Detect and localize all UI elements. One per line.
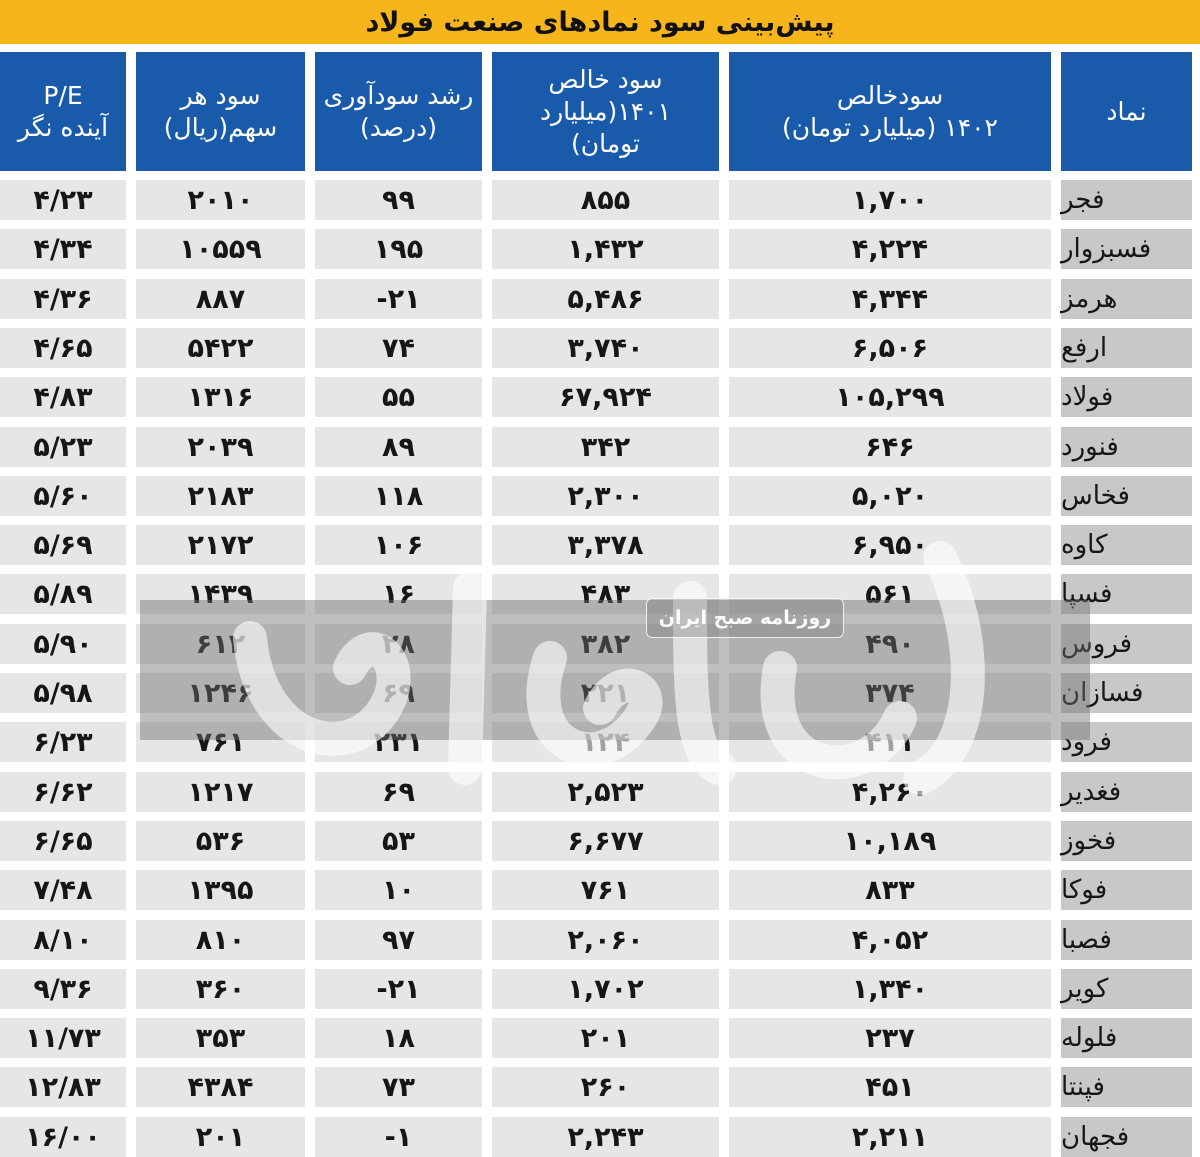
cell-eps: ۸۱۰ [136, 920, 305, 960]
cell-profit-1402: ۱۰۵,۲۹۹ [729, 377, 1051, 417]
cell-profit-1402: ۴,۲۶۰ [729, 772, 1051, 812]
cell-eps: ۸۸۷ [136, 279, 305, 319]
cell-profit-1401: ۲۲۱ [492, 673, 719, 713]
cell-profit-1402: ۴۱۱ [729, 722, 1051, 762]
cell-profit-1402: ۲,۲۱۱ [729, 1117, 1051, 1157]
cell-symbol: فسبزوار [1061, 229, 1192, 269]
cell-profit-1402: ۴,۳۴۴ [729, 279, 1051, 319]
cell-pe: ۵/۶۹ [0, 525, 126, 565]
cell-pe: ۴/۶۵ [0, 328, 126, 368]
cell-symbol: فخوز [1061, 821, 1192, 861]
cell-profit-1401: ۶,۶۷۷ [492, 821, 719, 861]
cell-symbol: فجهان [1061, 1117, 1192, 1157]
cell-pe: ۵/۹۰ [0, 624, 126, 664]
cell-symbol: فلوله [1061, 1018, 1192, 1058]
header-eps: سود هر سهم(ریال) [136, 52, 305, 171]
cell-growth: ۸۹ [315, 427, 482, 467]
cell-profit-1402: ۱,۳۴۰ [729, 969, 1051, 1009]
cell-pe: ۸/۱۰ [0, 920, 126, 960]
cell-symbol: فصبا [1061, 920, 1192, 960]
cell-symbol: فسازان [1061, 673, 1192, 713]
cell-profit-1401: ۲,۰۶۰ [492, 920, 719, 960]
cell-profit-1401: ۳۸۲ [492, 624, 719, 664]
cell-profit-1402: ۱۰,۱۸۹ [729, 821, 1051, 861]
cell-profit-1402: ۶۴۶ [729, 427, 1051, 467]
cell-profit-1401: ۲,۲۴۳ [492, 1117, 719, 1157]
cell-pe: ۵/۹۸ [0, 673, 126, 713]
cell-symbol: فنورد [1061, 427, 1192, 467]
cell-profit-1402: ۵,۰۲۰ [729, 476, 1051, 516]
cell-pe: ۴/۳۶ [0, 279, 126, 319]
cell-symbol: فوکا [1061, 870, 1192, 910]
cell-growth: -۲۱ [315, 279, 482, 319]
cell-growth: -۲۱ [315, 969, 482, 1009]
cell-profit-1401: ۱,۴۳۲ [492, 229, 719, 269]
cell-eps: ۱۳۱۶ [136, 377, 305, 417]
cell-eps: ۳۵۳ [136, 1018, 305, 1058]
cell-pe: ۶/۶۵ [0, 821, 126, 861]
cell-growth: ۷۴ [315, 328, 482, 368]
cell-profit-1401: ۲,۳۰۰ [492, 476, 719, 516]
cell-profit-1401: ۷۶۱ [492, 870, 719, 910]
cell-profit-1401: ۴۸۳ [492, 574, 719, 614]
cell-eps: ۳۶۰ [136, 969, 305, 1009]
cell-eps: ۵۴۲۲ [136, 328, 305, 368]
cell-pe: ۵/۲۳ [0, 427, 126, 467]
cell-profit-1401: ۱۲۴ [492, 722, 719, 762]
cell-eps: ۲۰۳۹ [136, 427, 305, 467]
cell-pe: ۹/۳۶ [0, 969, 126, 1009]
cell-pe: ۵/۶۰ [0, 476, 126, 516]
cell-pe: ۶/۶۲ [0, 772, 126, 812]
cell-pe: ۱۲/۸۳ [0, 1067, 126, 1107]
cell-eps: ۶۱۲ [136, 624, 305, 664]
cell-profit-1401: ۵,۴۸۶ [492, 279, 719, 319]
cell-profit-1401: ۲,۵۲۳ [492, 772, 719, 812]
cell-profit-1402: ۶,۵۰۶ [729, 328, 1051, 368]
cell-growth: ۶۹ [315, 673, 482, 713]
cell-symbol: فرود [1061, 722, 1192, 762]
cell-eps: ۱۳۹۵ [136, 870, 305, 910]
cell-eps: ۲۰۱ [136, 1117, 305, 1157]
cell-symbol: ارفع [1061, 328, 1192, 368]
cell-symbol: کویر [1061, 969, 1192, 1009]
cell-profit-1401: ۶۷,۹۲۴ [492, 377, 719, 417]
cell-profit-1401: ۲۰۱ [492, 1018, 719, 1058]
cell-eps: ۴۳۸۴ [136, 1067, 305, 1107]
cell-growth: ۹۹ [315, 180, 482, 220]
cell-pe: ۱۱/۷۳ [0, 1018, 126, 1058]
cell-growth: ۵۵ [315, 377, 482, 417]
cell-profit-1401: ۳۴۲ [492, 427, 719, 467]
header-profit-1402: سودخالص ۱۴۰۲ (میلیارد تومان) [729, 52, 1051, 171]
cell-growth: ۱۰ [315, 870, 482, 910]
cell-growth: ۱۰۶ [315, 525, 482, 565]
cell-pe: ۱۶/۰۰ [0, 1117, 126, 1157]
cell-eps: ۵۳۶ [136, 821, 305, 861]
cell-eps: ۱۴۳۹ [136, 574, 305, 614]
cell-symbol: فجر [1061, 180, 1192, 220]
cell-eps: ۱۲۱۷ [136, 772, 305, 812]
cell-profit-1401: ۱,۷۰۲ [492, 969, 719, 1009]
title-bar [0, 0, 1200, 44]
cell-pe: ۵/۸۹ [0, 574, 126, 614]
cell-symbol: کاوه [1061, 525, 1192, 565]
header-growth: رشد سودآوری (درصد) [315, 52, 482, 171]
cell-profit-1402: ۲۳۷ [729, 1018, 1051, 1058]
cell-growth: ۱۹۵ [315, 229, 482, 269]
cell-eps: ۱۲۴۶ [136, 673, 305, 713]
cell-profit-1401: ۸۵۵ [492, 180, 719, 220]
cell-eps: ۷۶۱ [136, 722, 305, 762]
watermark-caption: روزنامه صبح ایران [646, 598, 844, 638]
header-profit-1401: سود خالص ۱۴۰۱(میلیارد تومان) [492, 52, 719, 171]
cell-profit-1402: ۴,۲۲۴ [729, 229, 1051, 269]
cell-symbol: فپنتا [1061, 1067, 1192, 1107]
cell-pe: ۴/۸۳ [0, 377, 126, 417]
cell-profit-1402: ۴۵۱ [729, 1067, 1051, 1107]
cell-profit-1402: ۸۳۳ [729, 870, 1051, 910]
cell-profit-1402: ۱,۷۰۰ [729, 180, 1051, 220]
cell-eps: ۲۰۱۰ [136, 180, 305, 220]
cell-symbol: فولاد [1061, 377, 1192, 417]
cell-profit-1402: ۴۹۰ [729, 624, 1051, 664]
header-symbol: نماد [1061, 52, 1192, 171]
cell-symbol: هرمز [1061, 279, 1192, 319]
cell-growth: -۱ [315, 1117, 482, 1157]
watermark-band [140, 600, 1090, 740]
cell-profit-1401: ۳,۷۴۰ [492, 328, 719, 368]
cell-eps: ۲۱۷۲ [136, 525, 305, 565]
cell-symbol: فسپا [1061, 574, 1192, 614]
cell-growth: ۲۳۱ [315, 722, 482, 762]
cell-growth: ۱۸ [315, 1018, 482, 1058]
cell-growth: ۹۷ [315, 920, 482, 960]
cell-growth: ۱۱۸ [315, 476, 482, 516]
cell-profit-1401: ۲۶۰ [492, 1067, 719, 1107]
cell-growth: ۱۶ [315, 574, 482, 614]
cell-profit-1402: ۵۶۱ [729, 574, 1051, 614]
cell-symbol: فخاس [1061, 476, 1192, 516]
table-title: پیش‌بینی سود نمادهای صنعت فولاد [365, 6, 835, 38]
cell-profit-1402: ۴,۰۵۲ [729, 920, 1051, 960]
cell-profit-1402: ۶,۹۵۰ [729, 525, 1051, 565]
cell-symbol: فغدیر [1061, 772, 1192, 812]
cell-pe: ۴/۲۳ [0, 180, 126, 220]
cell-eps: ۲۱۸۳ [136, 476, 305, 516]
cell-pe: ۴/۳۴ [0, 229, 126, 269]
cell-growth: ۲۸ [315, 624, 482, 664]
cell-pe: ۷/۴۸ [0, 870, 126, 910]
cell-growth: ۵۳ [315, 821, 482, 861]
cell-growth: ۷۳ [315, 1067, 482, 1107]
cell-symbol: فروس [1061, 624, 1192, 664]
cell-pe: ۶/۲۳ [0, 722, 126, 762]
cell-profit-1402: ۳۷۴ [729, 673, 1051, 713]
cell-eps: ۱۰۵۵۹ [136, 229, 305, 269]
cell-profit-1401: ۳,۳۷۸ [492, 525, 719, 565]
header-pe: P/E آینده نگر [0, 52, 126, 171]
cell-growth: ۶۹ [315, 772, 482, 812]
